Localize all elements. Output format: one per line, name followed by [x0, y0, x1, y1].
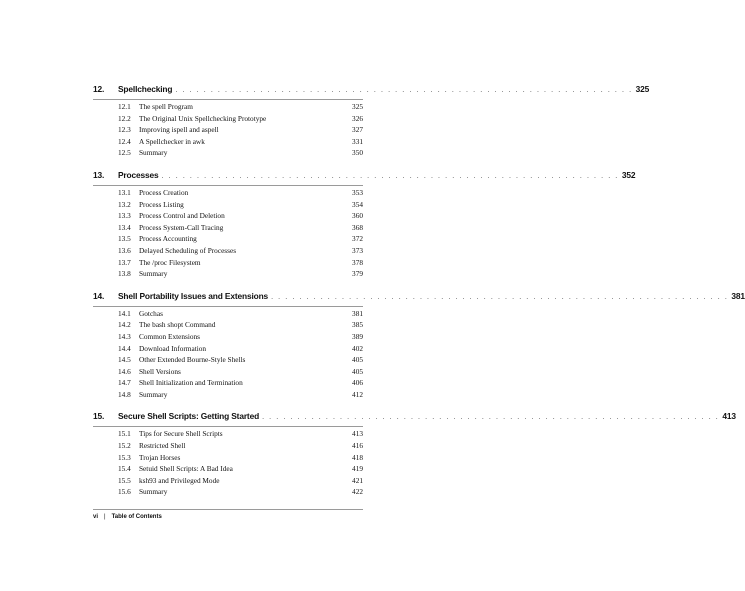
footer-separator: | [104, 514, 106, 520]
section-page-number: 405 [352, 366, 363, 376]
section-title: Process System-Call Tracing [139, 222, 224, 232]
section-number: 13.3 [118, 211, 131, 221]
dot-leader: . . . . . . . . . . . . . . . . . . . . . . . . . . . . . . . . . . . . . . . . . . . . . . . . . . . . . . . . . . . . . . . . . [175, 87, 633, 94]
chapter-page-number: 381 [731, 290, 745, 301]
section-title: Tips for Secure Shell Scripts [139, 429, 223, 439]
section-page-number: 422 [352, 487, 363, 497]
toc-section-entry[interactable] [93, 429, 363, 441]
page-footer [93, 509, 363, 520]
toc-section-entry[interactable] [93, 125, 363, 137]
section-title: Summary [139, 487, 168, 497]
section-title: Download Information [139, 343, 207, 353]
section-number: 12.1 [118, 102, 131, 111]
section-page-number: 419 [352, 464, 363, 474]
chapter-page-number: 352 [621, 169, 636, 180]
dot-leader: . . . . . . . . . . . . . . . . . . . . . . . . . . . . . . . . . . . . . . . . . . . . . . . . . . . . . . . . . . . . . . . . . [161, 172, 619, 180]
section-title: Shell Versions [139, 366, 181, 376]
toc-chapter [93, 290, 745, 402]
chapter-title: Spellchecking [118, 84, 173, 94]
section-page-number: 405 [352, 355, 363, 365]
section-title: Summary [139, 389, 168, 399]
section-page-number: 378 [352, 257, 363, 267]
chapter-page-number: 325 [635, 84, 650, 94]
section-page-number: 331 [352, 136, 363, 146]
toc-section-entry[interactable] [93, 320, 363, 332]
section-page-number: 372 [352, 234, 363, 244]
toc-section-entry[interactable] [93, 453, 363, 465]
section-title: Trojan Horses [139, 452, 181, 462]
toc-section-entry[interactable] [93, 344, 363, 356]
section-number: 14.7 [118, 378, 131, 388]
chapter-heading[interactable] [93, 169, 636, 186]
section-page-number: 379 [352, 269, 363, 279]
chapter-title: Shell Portability Issues and Extensions [118, 290, 269, 301]
toc-chapter [93, 84, 650, 160]
toc-section-entry[interactable] [93, 269, 363, 281]
chapter-number: 13. [93, 169, 105, 180]
toc-section-entry[interactable] [93, 390, 363, 402]
section-number: 13.5 [118, 234, 131, 244]
section-number: 15.5 [118, 475, 131, 485]
chapter-number: 12. [93, 84, 105, 94]
footer-page-number: vi [93, 514, 99, 520]
toc-section-entry[interactable] [93, 476, 363, 488]
section-page-number: 368 [352, 222, 363, 232]
toc-section-entry[interactable] [93, 441, 363, 453]
footer-section-title: Table of Contents [111, 514, 162, 520]
toc-section-entry[interactable] [93, 114, 363, 126]
chapter-heading[interactable] [93, 411, 736, 427]
section-number: 13.6 [118, 245, 131, 255]
section-title: Shell Initialization and Termination [139, 378, 243, 388]
section-page-number: 406 [352, 378, 363, 388]
section-title: Summary [139, 148, 168, 158]
toc-section-entry[interactable] [93, 378, 363, 390]
toc-section-entry[interactable] [93, 211, 363, 223]
section-number: 12.3 [118, 125, 131, 135]
section-title: The spell Program [139, 102, 193, 111]
section-page-number: 413 [352, 429, 363, 439]
chapter-heading[interactable] [93, 290, 745, 307]
section-page-number: 402 [352, 343, 363, 353]
chapter-page-number: 413 [722, 411, 736, 422]
section-title: Delayed Scheduling of Processes [139, 245, 237, 255]
section-title: Process Listing [139, 199, 184, 209]
section-number: 14.5 [118, 355, 131, 365]
section-title: The Original Unix Spellchecking Prototype [139, 113, 267, 123]
section-title: Process Accounting [139, 234, 197, 244]
section-page-number: 381 [352, 308, 363, 318]
toc-section-entry[interactable] [93, 309, 363, 321]
section-page-number: 360 [352, 211, 363, 221]
section-number: 14.4 [118, 343, 131, 353]
section-page-number: 412 [352, 389, 363, 399]
section-number: 14.1 [118, 308, 131, 318]
toc-section-entry[interactable] [93, 188, 363, 200]
chapter-number: 14. [93, 290, 105, 301]
toc-chapter [93, 169, 636, 281]
table-of-contents [93, 84, 745, 509]
toc-section-entry[interactable] [93, 332, 363, 344]
section-number: 13.7 [118, 257, 131, 267]
section-number: 13.8 [118, 269, 131, 279]
section-number: 14.6 [118, 366, 131, 376]
section-number: 15.1 [118, 429, 131, 439]
dot-leader: . . . . . . . . . . . . . . . . . . . . . . . . . . . . . . . . . . . . . . . . . . . . . . . . . . . . . . . . . . . . . . . . . [262, 414, 720, 422]
toc-section-entry[interactable] [93, 258, 363, 270]
section-page-number: 421 [352, 475, 363, 485]
section-title: Common Extensions [139, 331, 201, 341]
section-page-number: 389 [352, 331, 363, 341]
toc-section-entry[interactable] [93, 234, 363, 246]
section-page-number: 353 [352, 187, 363, 197]
chapter-number: 15. [93, 411, 105, 422]
chapter-title: Processes [118, 169, 159, 180]
toc-section-entry[interactable] [93, 246, 363, 258]
toc-section-entry[interactable] [93, 137, 363, 149]
section-title: ksh93 and Privileged Mode [139, 475, 220, 485]
toc-section-entry[interactable] [93, 200, 363, 212]
section-title: A Spellchecker in awk [139, 136, 205, 146]
section-title: Summary [139, 269, 168, 279]
section-number: 15.2 [118, 441, 131, 451]
toc-section-entry[interactable] [93, 355, 363, 367]
section-title: Setuid Shell Scripts: A Bad Idea [139, 464, 233, 474]
section-number: 14.3 [118, 331, 131, 341]
toc-chapter [93, 411, 736, 499]
section-page-number: 418 [352, 452, 363, 462]
section-title: The bash shopt Command [139, 320, 216, 330]
section-title: The /proc Filesystem [139, 257, 201, 267]
section-title: Improving ispell and aspell [139, 125, 219, 135]
section-number: 12.5 [118, 148, 131, 158]
toc-section-entry[interactable] [93, 148, 363, 160]
section-page-number: 327 [352, 125, 363, 135]
section-number: 14.8 [118, 389, 131, 399]
section-title: Gotchas [139, 308, 163, 318]
section-page-number: 385 [352, 320, 363, 330]
section-number: 13.4 [118, 222, 131, 232]
section-page-number: 326 [352, 113, 363, 123]
dot-leader: . . . . . . . . . . . . . . . . . . . . . . . . . . . . . . . . . . . . . . . . . . . . . . . . . . . . . . . . . . . . . . . . . [271, 293, 729, 301]
section-number: 15.3 [118, 452, 131, 462]
section-page-number: 354 [352, 199, 363, 209]
toc-section-entry[interactable] [93, 223, 363, 235]
toc-section-entry[interactable] [93, 367, 363, 379]
section-number: 14.2 [118, 320, 131, 330]
chapter-title: Secure Shell Scripts: Getting Started [118, 411, 260, 422]
section-page-number: 350 [352, 148, 363, 158]
section-title: Other Extended Bourne-Style Shells [139, 355, 246, 365]
section-number: 12.2 [118, 113, 131, 123]
toc-section-entry[interactable] [93, 464, 363, 476]
section-number: 13.2 [118, 199, 131, 209]
section-number: 13.1 [118, 187, 131, 197]
section-number: 15.6 [118, 487, 131, 497]
section-number: 12.4 [118, 136, 131, 146]
toc-section-entry[interactable] [93, 487, 363, 499]
chapter-heading[interactable] [93, 84, 650, 100]
section-page-number: 325 [352, 102, 363, 111]
section-page-number: 373 [352, 245, 363, 255]
section-title: Restricted Shell [139, 441, 186, 451]
section-title: Process Control and Deletion [139, 211, 225, 221]
section-number: 15.4 [118, 464, 131, 474]
toc-section-entry[interactable] [93, 102, 363, 114]
section-page-number: 416 [352, 441, 363, 451]
section-title: Process Creation [139, 187, 189, 197]
